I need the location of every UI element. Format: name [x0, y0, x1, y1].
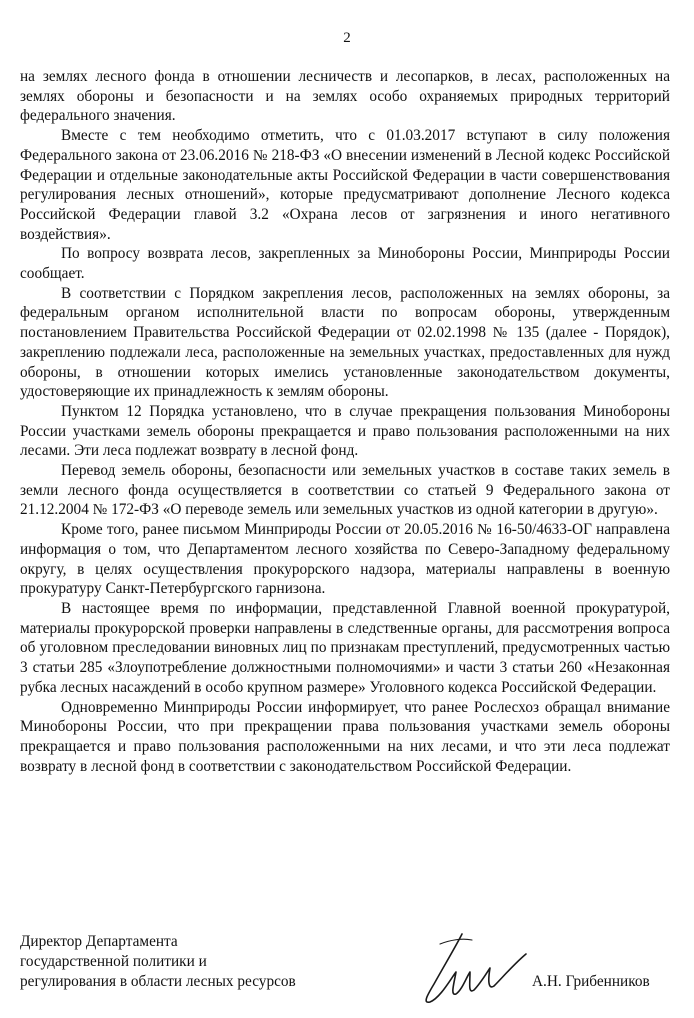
paragraph: По вопросу возврата лесов, закрепленных за Минобороны России, Минприроды России сообщает.	[20, 245, 670, 283]
paragraph: Вместе с тем необходимо отметить, что с 01.03.2017 вступают в силу положения Федерального закона от 23.06.2016 № 218-ФЗ «О внесении изменений в Лесной кодекс Российской Федерации и отдельные законодательные акты Российской Федерации в части совершенствования регулирования лесных отношений», которые предусматривают дополнение Лесного кодекса Российской Федерации главой 3.2 «Охрана лесов от загрязнения и иного негативного воздействия».	[20, 127, 670, 243]
paragraph: Пунктом 12 Порядка установлено, что в случае прекращения пользования Минобороны России участками земель обороны прекращается и право пользования расположенными на них лесами. Эти леса подлежат возврату в лесной фонд.	[20, 402, 670, 460]
signatory-title-line: Директор Департамента	[20, 933, 178, 950]
signatory-name: А.Н. Грибенников	[532, 973, 650, 990]
signature-block	[20, 932, 680, 1012]
paragraph: Кроме того, ранее письмом Минприроды России от 20.05.2016 № 16-50/4633-ОГ направлена информация о том, что Департаментом лесного хозяйства по Северо-Западному федеральному округу, в целях осуществления прокурорского надзора, материалы направлены в военную прокуратуру Санкт-Петербургского гарнизона.	[20, 521, 670, 598]
signatory-title	[20, 932, 296, 992]
signatory-title-line: государственной политики и	[20, 953, 207, 970]
paragraph: на землях лесного фонда в отношении лесничеств и лесопарков, в лесах, расположенных на землях обороны и безопасности и на землях особо охраняемых природных территорий федерального значения.	[20, 68, 670, 125]
letter-body	[20, 67, 670, 776]
paragraph: Одновременно Минприроды России информирует, что ранее Рослесхоз обращал внимание Минобороны России, что при прекращении права пользования участками земель обороны прекращается и право пользования расположенными на них лесами, и что эти леса подлежат возврату в лесной фонд в соответствии с законодательством Российской Федерации.	[20, 698, 670, 775]
paragraph: В настоящее время по информации, представленной Главной военной прокуратурой, материалы прокурорской проверки направлены в следственные органы, для рассмотрения вопроса об уголовном преследовании виновных лиц по признакам преступлений, предусмотренных частью 3 статьи 285 «Злоупотребление должностными полномочиями» и части 3 статьи 260 «Незаконная рубка лесных насаждений в особо крупном размере» Уголовного кодекса Российской Федерации.	[20, 599, 670, 696]
signatory-title-line: регулирования в области лесных ресурсов	[20, 973, 296, 990]
handwritten-signature	[410, 932, 530, 1012]
page-number: 2	[343, 30, 351, 46]
paragraph: Перевод земель обороны, безопасности или земельных участков в составе таких земель в земли лесного фонда осуществляется в соответствии со статьей 9 Федерального закона от 21.12.2004 № 172-ФЗ «О переводе земель или земельных участков из одной категории в другую».	[20, 462, 670, 519]
paragraph: В соответствии с Порядком закрепления лесов, расположенных на землях обороны, за федеральным органом исполнительной власти по вопросам обороны, утвержденным постановлением Правительства Российской Федерации от 02.02.1998 № 135 (далее - Порядок), закреплению подлежали леса, расположенные на земельных участках, предоставленных для нужд обороны, в отношении которых имелись установленные законодательством документы, удостоверяющие их принадлежность к землям обороны.	[20, 284, 670, 401]
